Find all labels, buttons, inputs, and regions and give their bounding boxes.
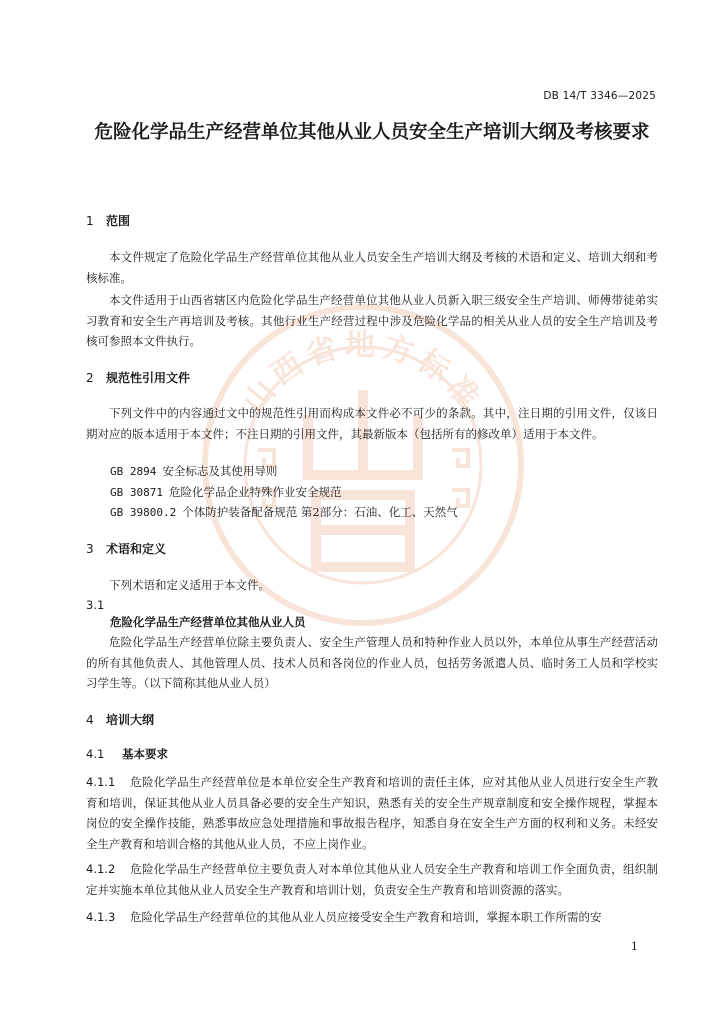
- reference-code: GB 2894: [110, 465, 157, 478]
- paragraph: 本文件规定了危险化学品生产经营单位其他从业人员安全生产培训大纲及考核的术语和定义、培训大纲和考核标准。: [86, 250, 658, 285]
- reference-item: [110, 502, 458, 523]
- clause-number: 4.1.3: [86, 910, 116, 924]
- subsection-4-1-heading: [86, 746, 168, 762]
- watermark-text: 山西省地方标准: [236, 328, 490, 420]
- subsection-number: 4.1: [86, 747, 105, 761]
- section-3-heading: [86, 540, 166, 557]
- section-title: 规范性引用文件: [106, 371, 191, 385]
- term-definition: 危险化学品生产经营单位除主要负责人、安全生产管理人员和特种作业人员以外，本单位从事生产经营活动的所有其他负责人、其他管理人员、技术人员和各岗位的作业人员，包括劳务派遣人员、临时务工人员和学校实习学生等。（以下简称其他从业人员）: [86, 635, 658, 690]
- clause-number: 4.1.2: [86, 862, 116, 876]
- document-title: 危险化学品生产经营单位其他从业人员安全生产培训大纲及考核要求: [94, 122, 650, 143]
- clause-4-1-2: [86, 859, 658, 900]
- section-title: 术语和定义: [106, 542, 167, 556]
- section-4-heading: [86, 711, 154, 728]
- reference-title: 个体防护装备配备规范 第2部分：石油、化工、天然气: [182, 505, 458, 519]
- clause-4-1-3: [86, 907, 658, 928]
- clause-text: 危险化学品生产经营单位主要负责人对本单位其他从业人员安全生产教育和培训工作全面负责，组织制定并实施本单位其他从业人员安全生产教育和培训计划，负责安全生产教育和培训资源的落实。: [86, 862, 658, 897]
- term-name: 危险化学品生产经营单位其他从业人员: [110, 615, 306, 629]
- section-number: 3: [86, 542, 94, 556]
- standard-code: DB 14/T 3346—2025: [543, 90, 656, 102]
- section-number: 2: [86, 371, 94, 385]
- paragraph: 下列术语和定义适用于本文件。: [109, 578, 270, 592]
- term-number: 3.1: [86, 598, 105, 612]
- clause-text: 危险化学品生产经营单位的其他从业人员应接受安全生产教育和培训，掌握本职工作所需的安: [130, 910, 602, 924]
- clause-number: 4.1.1: [86, 775, 116, 789]
- reference-code: GB 39800.2: [110, 506, 177, 519]
- reference-item: [110, 461, 277, 482]
- section-2-heading: [86, 369, 190, 386]
- subsection-title: 基本要求: [122, 747, 168, 761]
- reference-code: GB 30871: [110, 486, 163, 499]
- paragraph: 下列文件中的内容通过文中的规范性引用而构成本文件必不可少的条款。其中，注日期的引用文件，仅该日期对应的版本适用于本文件；不注日期的引用文件，其最新版本（包括所有的修改单）适用于本文件。: [86, 406, 658, 441]
- reference-title: 危险化学品企业特殊作业安全规范: [168, 485, 342, 499]
- clause-4-1-1: [86, 772, 658, 854]
- section-number: 1: [86, 214, 94, 228]
- page-number: 1: [631, 940, 638, 953]
- reference-item: [110, 482, 341, 503]
- clause-text: 危险化学品生产经营单位是本单位安全生产教育和培训的责任主体，应对其他从业人员进行安全生产教育和培训，保证其他从业人员具备必要的安全生产知识，熟悉有关的安全生产规章制度和安全操作规程，掌握本岗位的安全操作技能，熟悉事故应急处理措施和事故报告程序，知悉自身在安全生产方面的权利和义务。未经安全生产教育和培训合格的其他从业人员，不应上岗作业。: [86, 775, 658, 851]
- section-1-heading: [86, 212, 130, 229]
- section-title: 培训大纲: [106, 713, 155, 727]
- reference-title: 安全标志及其使用导则: [162, 464, 278, 478]
- section-number: 4: [86, 713, 94, 727]
- section-title: 范围: [106, 214, 131, 228]
- paragraph: 本文件适用于山西省辖区内危险化学品生产经营单位其他从业人员新入职三级安全生产培训、师傅带徒弟实习教育和安全生产再培训及考核。其他行业生产经营过程中涉及危险化学品的相关从业人员的安全生产培训及考核可参照本文件执行。: [86, 293, 658, 348]
